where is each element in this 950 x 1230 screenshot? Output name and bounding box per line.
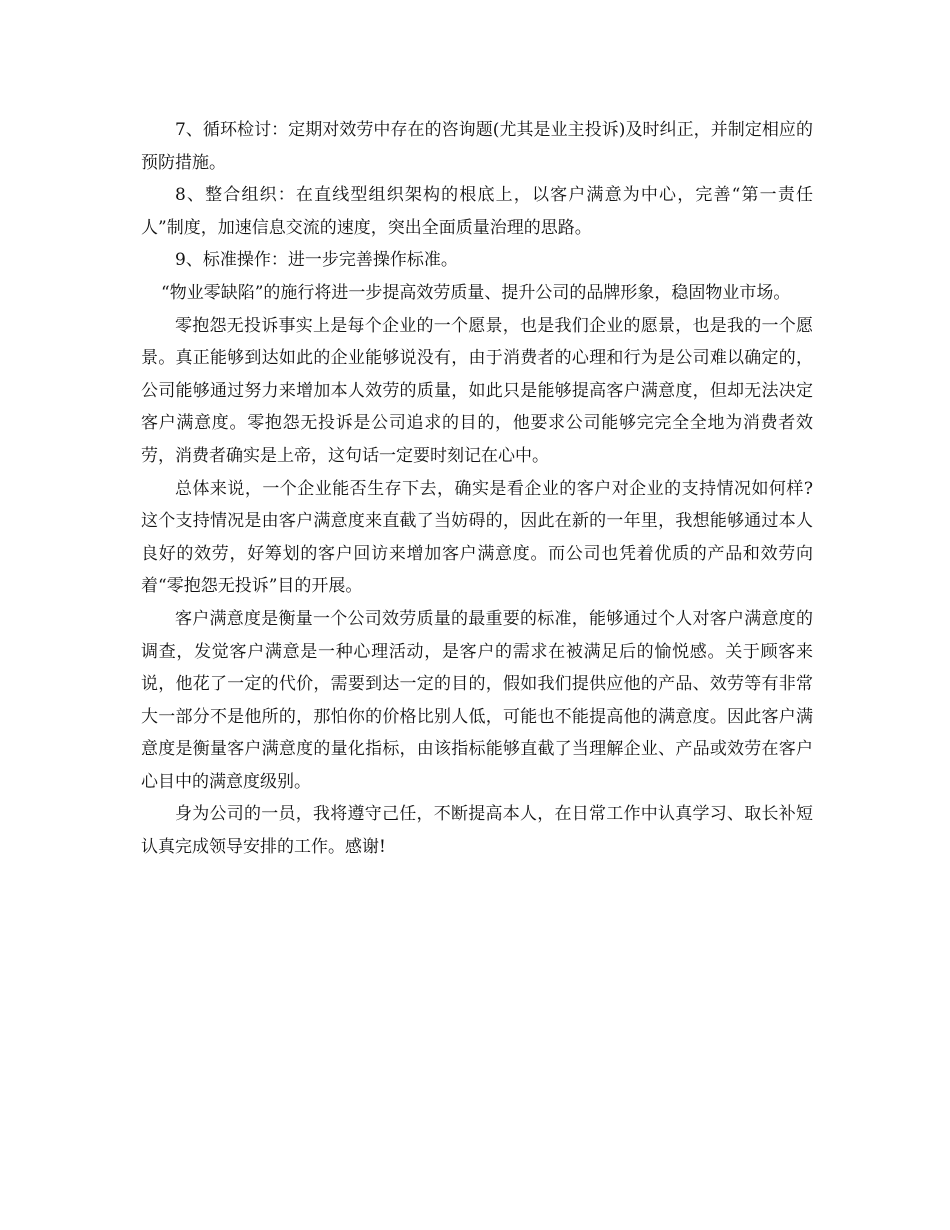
paragraph-zero-defect: “物业零缺陷”的施行将进一步提高效劳质量、提升公司的品牌形象，稳固物业市场。 — [161, 282, 791, 303]
paragraph-overall: 总体来说，一个企业能否生存下去，确实是看企业的客户对企业的支持情况如何样?这个支持情况是由客户满意度来直截了当妨碍的，因此在新的一年里，我想能够通过本人良好的效劳，好筹划的客户回访来增加客户满意度。而公司也凭着优质的产品和效劳向着“零抱怨无投诉”目的开展。 — [141, 478, 813, 597]
paragraph-item-7: 7、循环检讨：定期对效劳中存在的咨询题(尤其是业主投诉)及时纠正，并制定相应的预防措施。 — [141, 120, 813, 173]
document-body — [141, 114, 813, 864]
paragraph-zero-complaint: 零抱怨无投诉事实上是每个企业的一个愿景，也是我们企业的愿景，也是我的一个愿景。真正能够到达如此的企业能够说没有，由于消费者的心理和行为是公司难以确定的，公司能够通过努力来增加本人效劳的质量，如此只是能够提高客户满意度，但却无法决定客户满意度。零抱怨无投诉是公司追求的目的，他要求公司能够完完全全地为消费者效劳，消费者确实是上帝，这句话一定要时刻记在心中。 — [141, 315, 813, 466]
paragraph-closing: 身为公司的一员，我将遵守己任，不断提高本人，在日常工作中认真学习、取长补短认真完成领导安排的工作。感谢! — [141, 804, 813, 858]
paragraph-item-9: 9、标准操作：进一步完善操作标准。 — [175, 250, 458, 271]
paragraph-item-8: 8、整合组织：在直线型组织架构的根底上，以客户满意为中心，完善“第一责任人”制度，加速信息交流的速度，突出全面质量治理的思路。 — [141, 185, 813, 238]
paragraph-satisfaction: 客户满意度是衡量一个公司效劳质量的最重要的标准，能够通过个人对客户满意度的调查，发觉客户满意是一种心理活动，是客户的需求在被满足后的愉悦感。关于顾客来说，他花了一定的代价，需要到达一定的目的，假如我们提供应他的产品、效劳等有非常大一部分不是他所的，那怕你的价格比别人低，可能也不能提高他的满意度。因此客户满意度是衡量客户满意度的量化指标，由该指标能够直截了当理解企业、产品或效劳在客户心目中的满意度级别。 — [141, 608, 813, 792]
